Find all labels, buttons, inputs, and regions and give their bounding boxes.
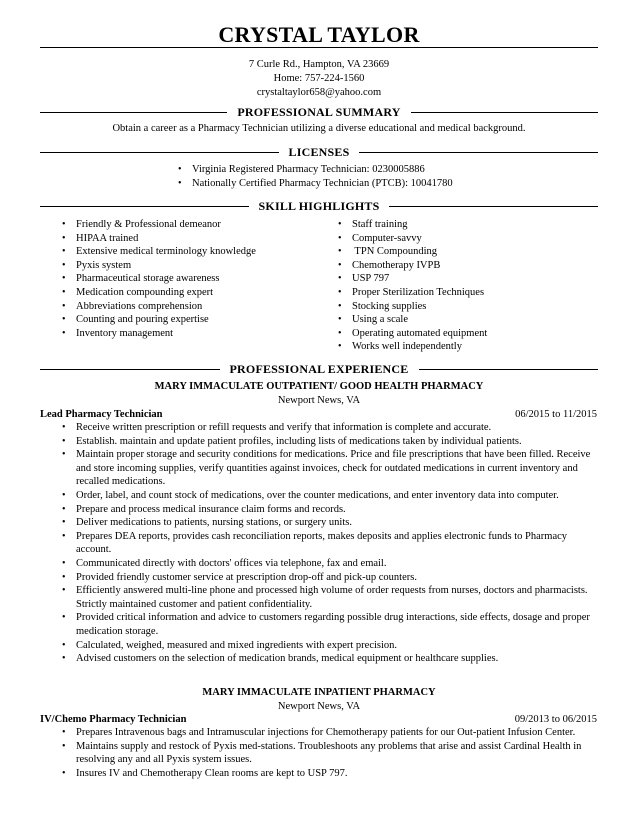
list-item: • Insures IV and Chemotherapy Clean rooms are kept to USP 797. <box>76 767 600 781</box>
employer-name: MARY IMMACULATE OUTPATIENT/ GOOD HEALTH PHARMACY <box>154 381 484 392</box>
list-item: • HIPAA trained <box>76 232 256 246</box>
job-title-line <box>40 408 597 422</box>
list-item: • Communicated directly with doctors' offices via telephone, fax and email. <box>76 557 600 571</box>
job-title-line <box>40 713 597 727</box>
duties-list <box>76 421 600 666</box>
list-item: • Works well independently <box>352 340 487 354</box>
list-item: • Deliver medications to patients, nursing stations, or surgery units. <box>76 516 600 530</box>
list-item: • Virginia Registered Pharmacy Technician: 0230005886 <box>192 163 453 177</box>
list-item: • Maintain proper storage and security conditions for medications. Price and file prescriptions that have been filled. Receive and store incoming supplies, verify quantities against invoices, check for outdated medications in current inventory and recalled medications. <box>76 448 600 489</box>
list-item: • Receive written prescription or refill requests and verify that information is complete and accurate. <box>76 421 600 435</box>
list-item: • Prepares DEA reports, provides cash reconciliation reports, makes deposits and applies electronic funds to Pharmacy account. <box>76 530 600 557</box>
section-title: PROFESSIONAL EXPERIENCE <box>229 361 409 376</box>
list-item: • Computer-savvy <box>352 232 487 246</box>
employer-name: MARY IMMACULATE INPATIENT PHARMACY <box>202 687 436 698</box>
summary-text: Obtain a career as a Pharmacy Technician utilizing a diverse educational and medical background. <box>112 123 526 134</box>
section-title: PROFESSIONAL SUMMARY <box>237 104 401 119</box>
list-item: • Using a scale <box>352 313 487 327</box>
list-item: • Counting and pouring expertise <box>76 313 256 327</box>
list-item: • Friendly & Professional demeanor <box>76 218 256 232</box>
job-dates: 06/2015 to 11/2015 <box>515 409 597 420</box>
list-item: • Operating automated equipment <box>352 327 487 341</box>
list-item: • Advised customers on the selection of medication brands, medical equipment or healthcare supplies. <box>76 652 600 666</box>
list-item: • Prepare and process medical insurance claim forms and records. <box>76 503 600 517</box>
section-header-licenses <box>40 145 598 159</box>
list-item: • Medication compounding expert <box>76 286 256 300</box>
list-item: • Stocking supplies <box>352 300 487 314</box>
phone: Home: 757-224-1560 <box>273 73 365 84</box>
list-item: • Nationally Certified Pharmacy Technician (PTCB): 10041780 <box>192 177 453 191</box>
candidate-name: CRYSTAL TAYLOR <box>218 22 420 47</box>
job-title: Lead Pharmacy Technician <box>40 409 163 420</box>
list-item: • Pharmaceutical storage awareness <box>76 272 256 286</box>
skills-list-right <box>352 218 487 354</box>
employer-location: Newport News, VA <box>277 395 361 406</box>
list-item: • TPN Compounding <box>352 245 487 259</box>
contact-block <box>0 58 638 100</box>
list-item: • Staff training <box>352 218 487 232</box>
list-item: • Efficiently answered multi-line phone and processed high volume of order requests from nurses, doctors and pharmacists. Strictly maintained customer and patient confidentiality. <box>76 584 600 611</box>
list-item: • Extensive medical terminology knowledge <box>76 245 256 259</box>
list-item: • Provided friendly customer service at prescription drop-off and pick-up counters. <box>76 571 600 585</box>
section-header-experience <box>40 362 598 376</box>
list-item: • Abbreviations comprehension <box>76 300 256 314</box>
employer-location: Newport News, VA <box>277 701 361 712</box>
list-item: • Calculated, weighed, measured and mixed ingredients with expert precision. <box>76 639 600 653</box>
name-divider <box>40 47 598 48</box>
section-title: LICENSES <box>288 144 350 159</box>
list-item: • Maintains supply and restock of Pyxis med-stations. Troubleshoots any problems that arise and assist Cardinal Health in resolving any and all Pyxis system issues. <box>76 740 600 767</box>
section-title: SKILL HIGHLIGHTS <box>258 198 380 213</box>
email: crystaltaylor658@yahoo.com <box>256 87 382 98</box>
employer-block <box>0 686 638 714</box>
list-item: • Prepares Intravenous bags and Intramuscular injections for Chemotherapy patients for our Out-patient Infusion Center. <box>76 726 600 740</box>
licenses-list <box>192 163 453 190</box>
list-item: • Pyxis system <box>76 259 256 273</box>
list-item: • Proper Sterilization Techniques <box>352 286 487 300</box>
duties-list <box>76 726 600 780</box>
job-dates: 09/2013 to 06/2015 <box>514 714 597 725</box>
list-item: • Order, label, and count stock of medications, over the counter medications, and enter inventory data into computer. <box>76 489 600 503</box>
list-item: • USP 797 <box>352 272 487 286</box>
section-header-summary <box>40 105 598 119</box>
list-item: • Provided critical information and advice to customers regarding possible drug interactions, side effects, dosage and proper medication storage. <box>76 611 600 638</box>
list-item: • Inventory management <box>76 327 256 341</box>
address: 7 Curle Rd., Hampton, VA 23669 <box>248 59 390 70</box>
list-item: • Chemotherapy IVPB <box>352 259 487 273</box>
list-item: • Establish. maintain and update patient profiles, including lists of medications taken by individual patients. <box>76 435 600 449</box>
employer-block <box>0 380 638 408</box>
skills-list-left <box>76 218 256 340</box>
section-header-skills <box>40 199 598 213</box>
job-title: IV/Chemo Pharmacy Technician <box>40 714 187 725</box>
